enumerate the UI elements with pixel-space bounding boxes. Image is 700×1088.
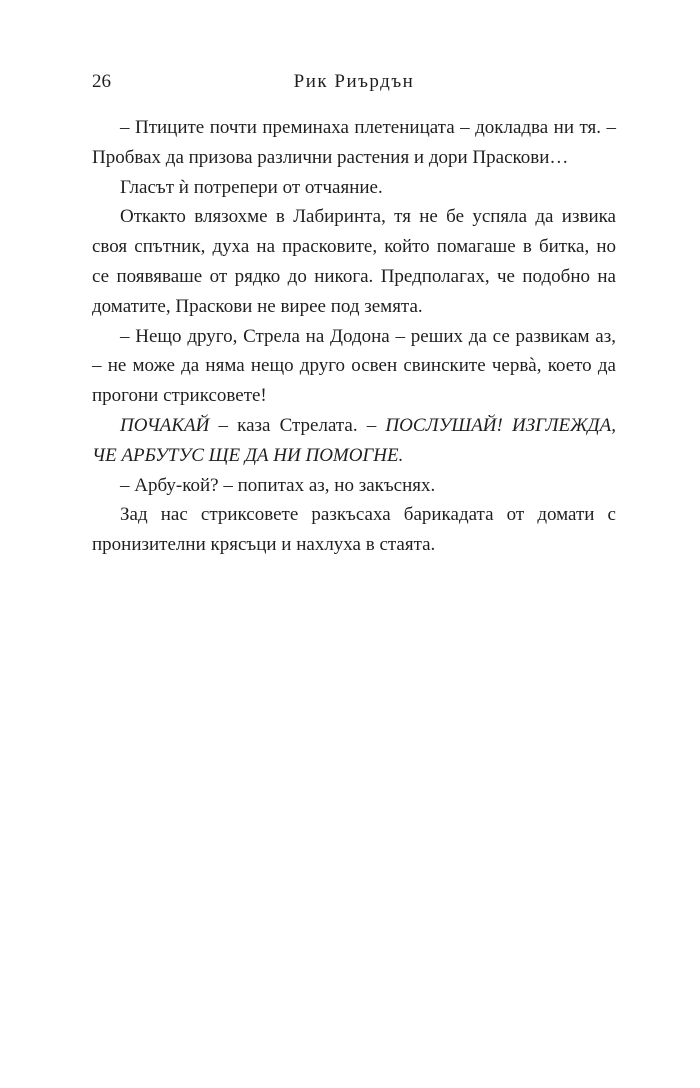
paragraph-6: – Арбу-кой? – попитах аз, но закъснях. [120,474,436,496]
page-header [92,70,616,94]
speech-tag: – каза Стрелата. – [209,414,386,436]
page-number: 26 [92,71,111,92]
body-text [92,113,616,560]
running-head-author: Рик Риърдън [293,71,415,92]
italic-wait: ПОЧАКАЙ [120,414,210,436]
paragraph-4: – Нещо друго, Стрела на Додона – реших да се развикам аз, – не може да няма нещо друго освен свинските червà, което да прогони стриксовете! [92,325,616,407]
paragraph-3: Откакто влязохме в Лабиринта, тя не бе успяла да извика своя спътник, духа на прасковите, който помагаше в битка, но се появяваше от рядко до никога. Предполагах, че подобно на доматите, Праскови не вирее под земята. [92,206,616,317]
paragraph-5 [92,411,616,471]
paragraph-2: Гласът ѝ потрепери от отчаяние. [120,176,383,198]
paragraph-1: – Птиците почти преминаха плетеницата – докладва ни тя. – Пробвах да призова различни растения и дори Праскови… [92,117,616,168]
italic-listen: ПОСЛУШАЙ! ИЗГЛЕЖДА, ЧЕ АРБУТУС ЩЕ ДА НИ ПОМОГНЕ. [92,414,616,466]
paragraph-7: Зад нас стриксовете разкъсаха барикадата от домати с пронизителни крясъци и нахлуха в стаята. [92,504,616,556]
